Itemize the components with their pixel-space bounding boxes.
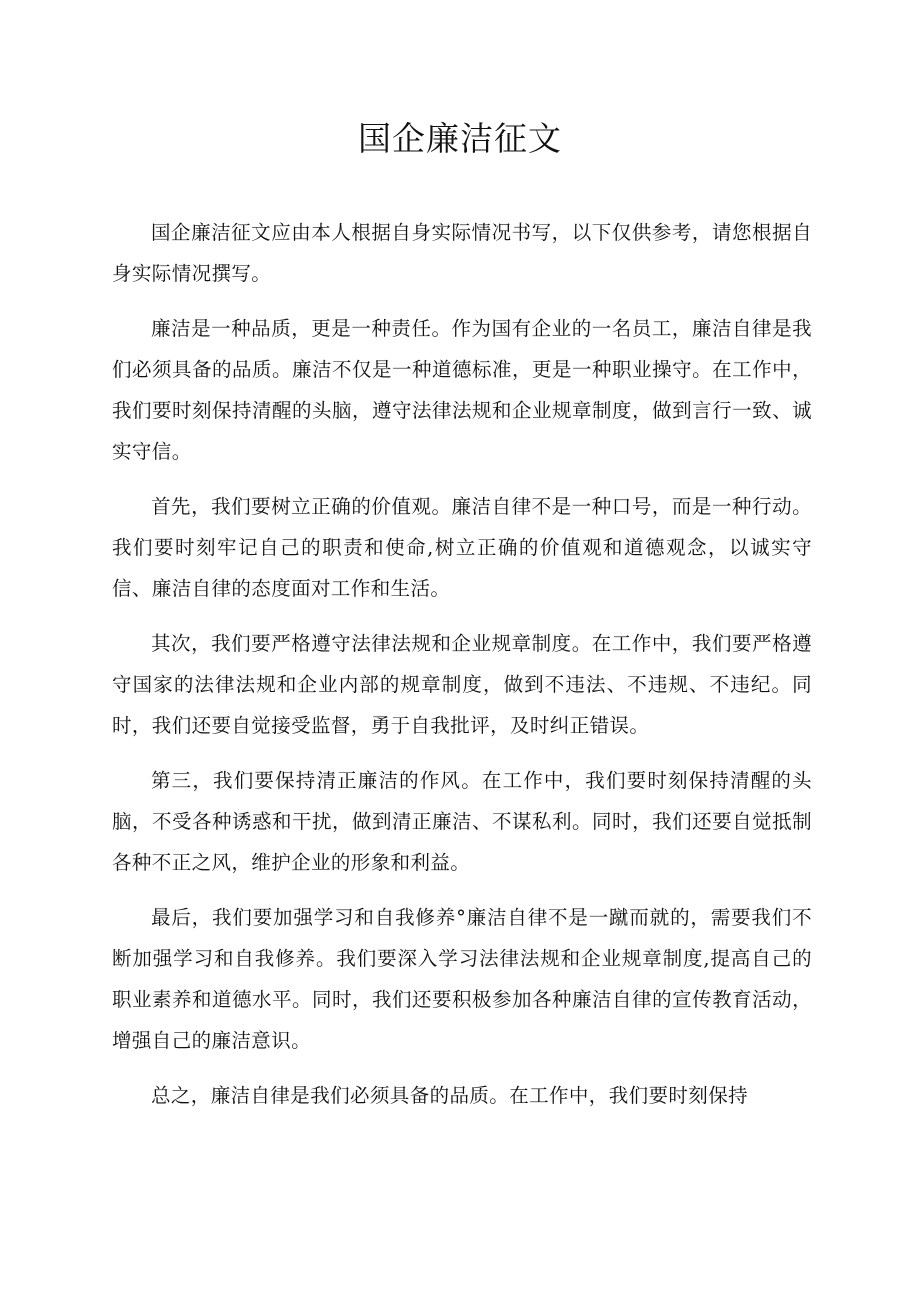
document-title: 国企廉洁征文 xyxy=(358,119,562,158)
paragraph-2: 首先，我们要树立正确的价值观。廉洁自律不是一种口号，而是一种行动。我们要时刻牢记自己的职责和使命,树立正确的价值观和道德观念，以诚实守信、廉洁自律的态度面对工作和生活。 xyxy=(112,495,812,600)
paragraph-5: 最后，我们要加强学习和自我修养°廉洁自律不是一蹴而就的，需要我们不断加强学习和自我修养。我们要深入学习法律法规和企业规章制度,提高自己的职业素养和道德水平。同时，我们还要积极参加各种廉洁自律的宣传教育活动，增强自己的廉洁意识。 xyxy=(112,906,812,1052)
document-body xyxy=(112,212,812,1130)
paragraph-4: 第三，我们要保持清正廉洁的作风。在工作中，我们要时刻保持清醒的头脑，不受各种诱惑和干扰，做到清正廉洁、不谋私利。同时，我们还要自觉抵制各种不正之风，维护企业的形象和利益。 xyxy=(112,769,812,874)
paragraph-1: 廉洁是一种品质，更是一种责任。作为国有企业的一名员工，廉洁自律是我们必须具备的品质。廉洁不仅是一种道德标准，更是一种职业操守。在工作中，我们要时刻保持清醒的头脑，遵守法律法规和企业规章制度，做到言行一致、诚实守信。 xyxy=(112,317,812,463)
paragraph-intro: 国企廉洁征文应由本人根据自身实际情况书写，以下仅供参考，请您根据自身实际情况撰写。 xyxy=(112,221,812,285)
paragraph-6: 总之，廉洁自律是我们必须具备的品质。在工作中，我们要时刻保持 xyxy=(151,1084,749,1107)
paragraph-3: 其次，我们要严格遵守法律法规和企业规章制度。在工作中，我们要严格遵守国家的法律法规和企业内部的规章制度，做到不违法、不违规、不违纪。同时，我们还要自觉接受监督，勇于自我批评，及时纠正错误。 xyxy=(112,632,812,737)
